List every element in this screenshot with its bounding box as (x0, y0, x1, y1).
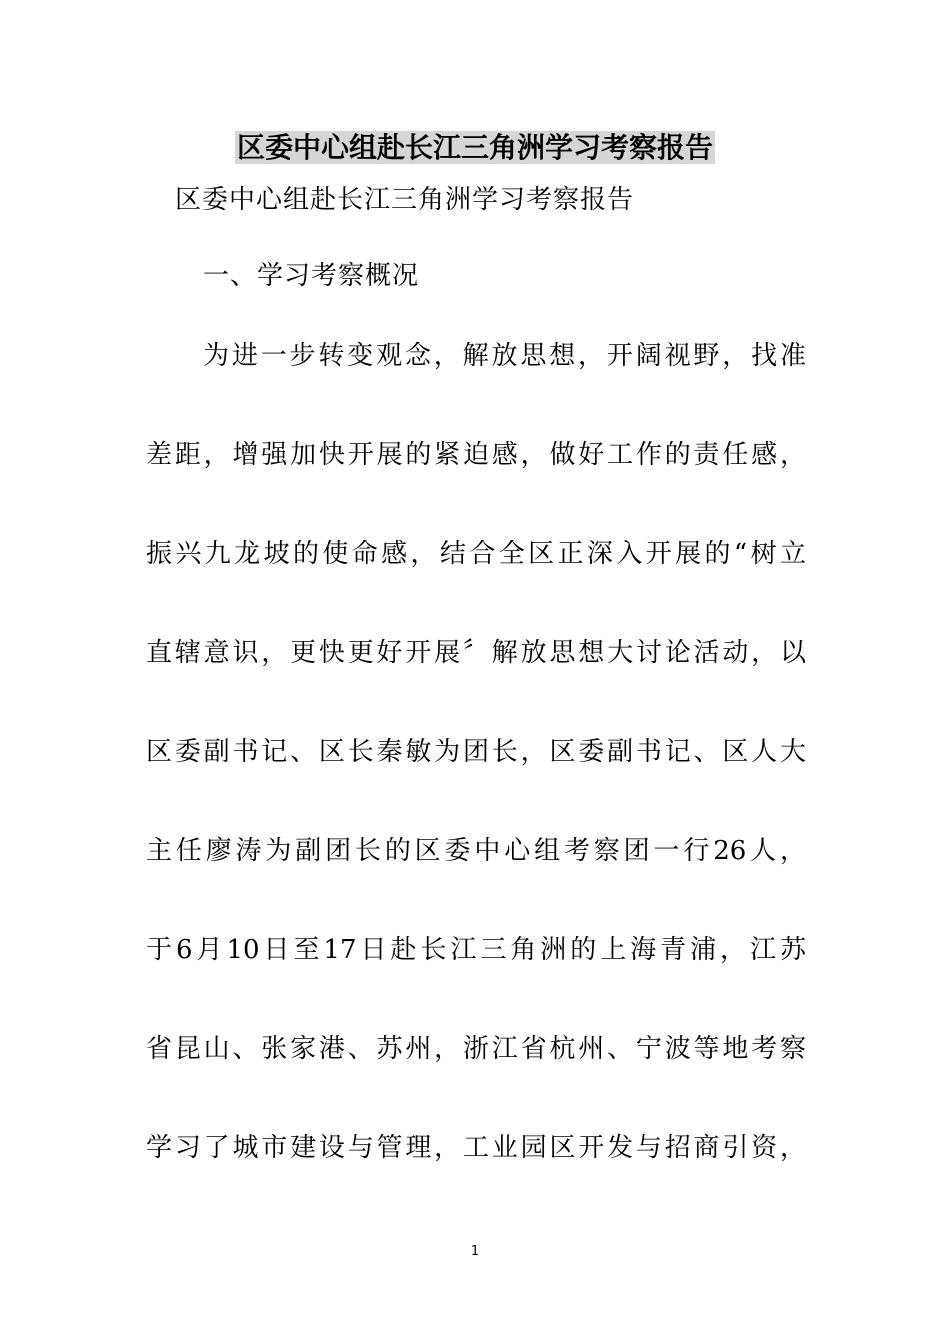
body-line: 学习了城市建设与管理，工业园区开发与招商引资， (146, 1133, 806, 1163)
body-line: 省昆山、张家港、苏州，浙江省杭州、宁波等地考察 (146, 1034, 806, 1064)
document-title-text: 区委中心组赴长江三角洲学习考察报告 (236, 131, 713, 164)
page-number: 1 (470, 1244, 480, 1259)
body-line: 振兴九龙坡的使命感，结合全区正深入开展的“树立 (146, 539, 806, 569)
document-subtitle: 区委中心组赴长江三角洲学习考察报告 (175, 185, 635, 215)
body-paragraph (146, 334, 806, 1225)
section-heading: 一、学习考察概况 (203, 261, 420, 291)
body-line: 直辖意识，更快更好开展〞解放思想大讨论活动，以 (146, 638, 806, 668)
body-line: 于6月10日至17日赴长江三角洲的上海青浦，江苏 (146, 935, 806, 965)
body-line: 主任廖涛为副团长的区委中心组考察团一行26人， (146, 836, 806, 866)
body-line: 区委副书记、区长秦敏为团长，区委副书记、区人大 (146, 737, 806, 767)
body-line: 为进一步转变观念，解放思想，开阔视野，找准 (203, 341, 806, 371)
body-line: 差距，增强加快开展的紧迫感，做好工作的责任感， (146, 440, 806, 470)
document-title (0, 126, 950, 170)
